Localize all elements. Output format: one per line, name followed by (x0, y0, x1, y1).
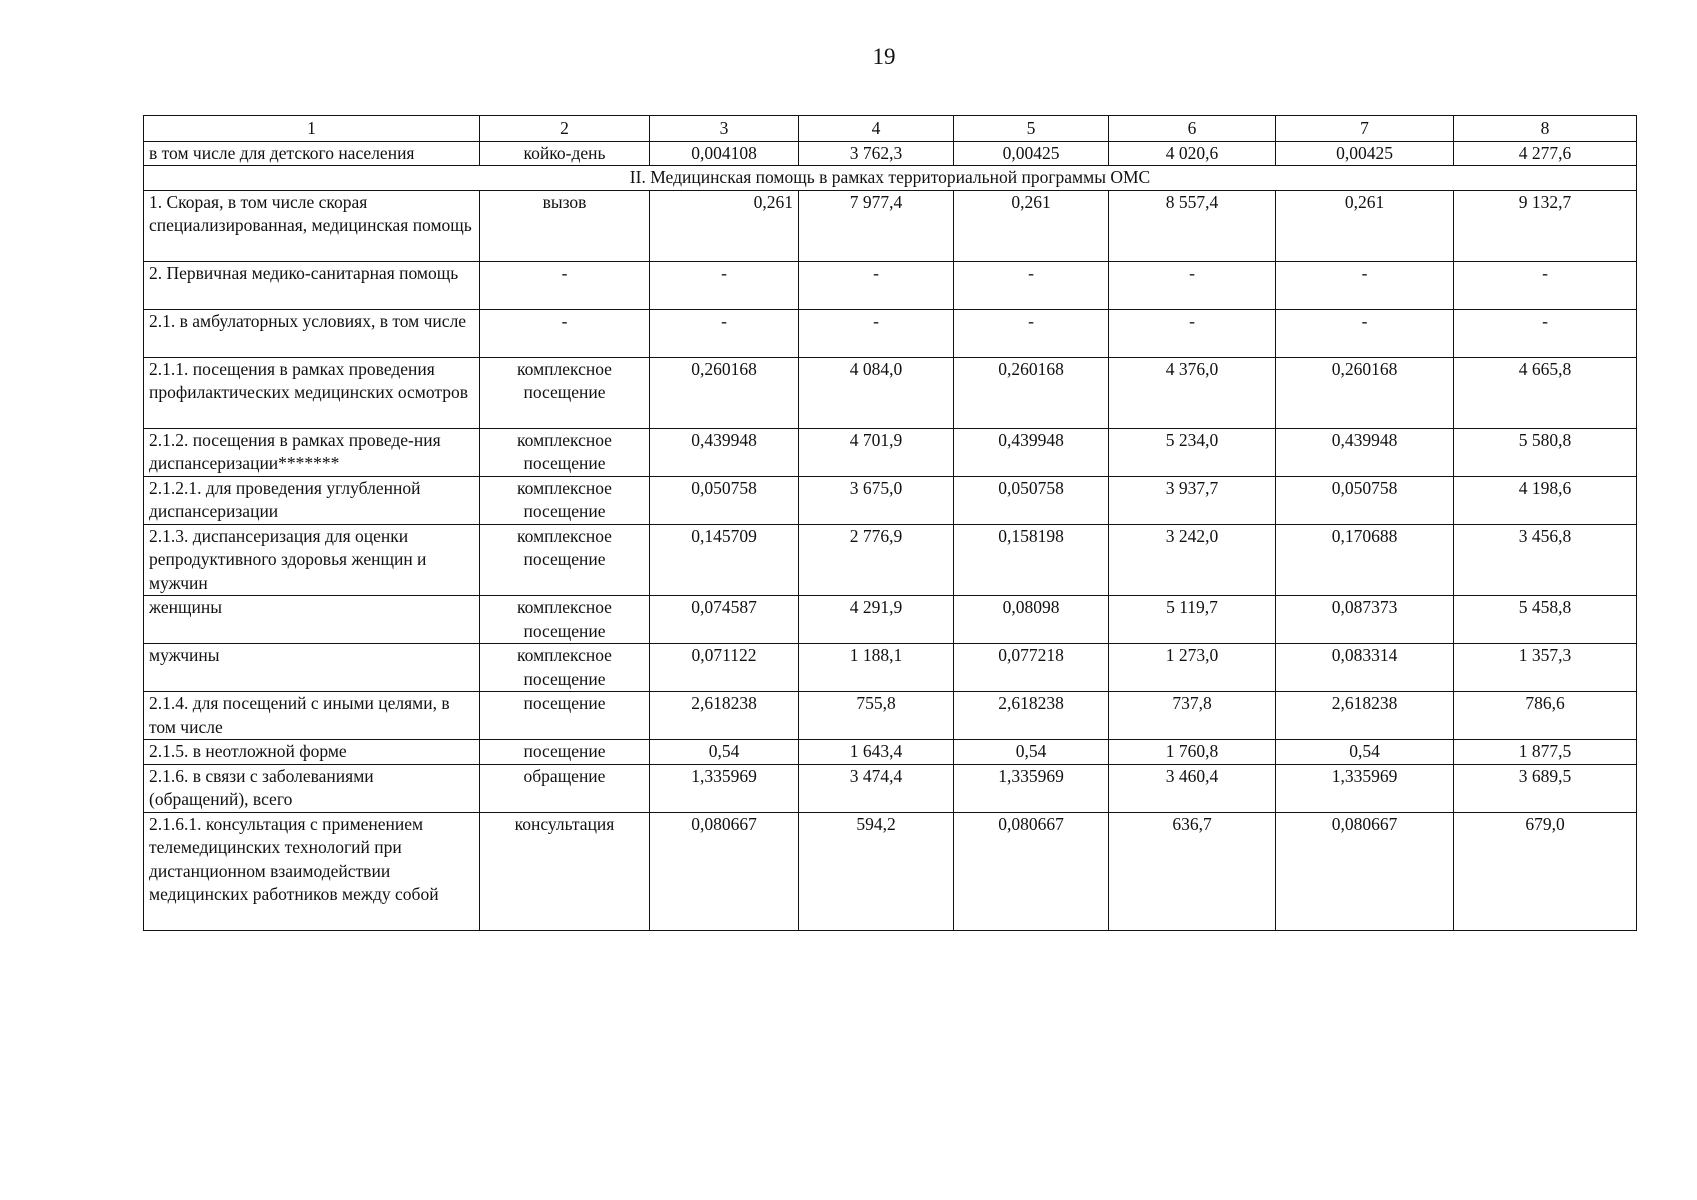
unit-cell: комплексное посещение (480, 476, 650, 524)
value-cell: 3 689,5 (1454, 764, 1637, 812)
value-cell: 636,7 (1109, 812, 1276, 930)
row-label: 2.1.6. в связи с заболеваниями (обращений), всего (144, 764, 480, 812)
unit-cell: обращение (480, 764, 650, 812)
value-cell: 9 132,7 (1454, 190, 1637, 261)
value-cell: - (1454, 261, 1637, 309)
value-cell: 0,54 (1276, 740, 1454, 765)
value-cell: 4 376,0 (1109, 357, 1276, 428)
row-label: мужчины (144, 644, 480, 692)
column-header: 5 (954, 116, 1109, 142)
value-cell: 4 020,6 (1109, 141, 1276, 166)
row-label: 2.1.5. в неотложной форме (144, 740, 480, 765)
value-cell: 3 762,3 (799, 141, 954, 166)
value-cell: 5 234,0 (1109, 428, 1276, 476)
section-row (144, 166, 1637, 191)
value-cell: 3 242,0 (1109, 524, 1276, 596)
value-cell: 0,077218 (954, 644, 1109, 692)
value-cell: - (954, 261, 1109, 309)
value-cell: 0,54 (650, 740, 799, 765)
column-header: 4 (799, 116, 954, 142)
value-cell: 1 643,4 (799, 740, 954, 765)
value-cell: 0,080667 (1276, 812, 1454, 930)
value-cell: 4 198,6 (1454, 476, 1637, 524)
row-label: 2.1.6.1. консультация с применением телемедицинских технологий при дистанционном взаимодействии медицинских работников между собой (144, 812, 480, 930)
value-cell: 5 458,8 (1454, 596, 1637, 644)
row-label: 2.1.4. для посещений с иными целями, в том числе (144, 692, 480, 740)
value-cell: 4 084,0 (799, 357, 954, 428)
row-label: 2.1.2.1. для проведения углубленной диспансеризации (144, 476, 480, 524)
value-cell: - (954, 309, 1109, 357)
row-label: 2. Первичная медико-санитарная помощь (144, 261, 480, 309)
value-cell: 4 291,9 (799, 596, 954, 644)
value-cell: 0,00425 (1276, 141, 1454, 166)
row-label: 2.1.2. посещения в рамках проведе-ния диспансеризации******* (144, 428, 480, 476)
value-cell: 0,439948 (650, 428, 799, 476)
value-cell: - (1454, 309, 1637, 357)
value-cell: 0,074587 (650, 596, 799, 644)
value-cell: - (1276, 261, 1454, 309)
value-cell: 737,8 (1109, 692, 1276, 740)
row-label: 2.1.3. диспансеризация для оценки репродуктивного здоровья женщин и мужчин (144, 524, 480, 596)
value-cell: - (799, 261, 954, 309)
column-header: 1 (144, 116, 480, 142)
value-cell: 1,335969 (650, 764, 799, 812)
value-cell: 679,0 (1454, 812, 1637, 930)
value-cell: 1 357,3 (1454, 644, 1637, 692)
row-label: 1. Скорая, в том числе скорая специализированная, медицинская помощь (144, 190, 480, 261)
value-cell: 0,00425 (954, 141, 1109, 166)
value-cell: 0,260168 (1276, 357, 1454, 428)
value-cell: 3 675,0 (799, 476, 954, 524)
unit-cell: вызов (480, 190, 650, 261)
value-cell: 1 877,5 (1454, 740, 1637, 765)
value-cell: 1,335969 (954, 764, 1109, 812)
value-cell: 4 277,6 (1454, 141, 1637, 166)
data-table (143, 115, 1637, 931)
table-row (144, 428, 1637, 476)
value-cell: 0,261 (1276, 190, 1454, 261)
column-header: 3 (650, 116, 799, 142)
value-cell: 0,080667 (650, 812, 799, 930)
value-cell: 3 937,7 (1109, 476, 1276, 524)
value-cell: 1 273,0 (1109, 644, 1276, 692)
value-cell: 0,050758 (954, 476, 1109, 524)
column-number-row (144, 116, 1637, 142)
column-header: 7 (1276, 116, 1454, 142)
value-cell: 0,439948 (954, 428, 1109, 476)
column-header: 6 (1109, 116, 1276, 142)
row-label: 2.1.1. посещения в рамках проведения профилактических медицинских осмотров (144, 357, 480, 428)
value-cell: 2 776,9 (799, 524, 954, 596)
value-cell: 0,050758 (1276, 476, 1454, 524)
unit-cell: - (480, 309, 650, 357)
value-cell: 1,335969 (1276, 764, 1454, 812)
column-header: 8 (1454, 116, 1637, 142)
table-row (144, 812, 1637, 930)
value-cell: - (650, 309, 799, 357)
column-header: 2 (480, 116, 650, 142)
value-cell: 0,260168 (650, 357, 799, 428)
value-cell: 2,618238 (954, 692, 1109, 740)
unit-cell: комплексное посещение (480, 644, 650, 692)
value-cell: 8 557,4 (1109, 190, 1276, 261)
page-number: 19 (872, 44, 896, 69)
unit-cell: комплексное посещение (480, 596, 650, 644)
value-cell: 0,261 (954, 190, 1109, 261)
unit-cell: посещение (480, 740, 650, 765)
value-cell: 3 460,4 (1109, 764, 1276, 812)
value-cell: 3 456,8 (1454, 524, 1637, 596)
value-cell: - (799, 309, 954, 357)
value-cell: 0,08098 (954, 596, 1109, 644)
unit-cell: койко-день (480, 141, 650, 166)
value-cell: - (1109, 261, 1276, 309)
value-cell: 755,8 (799, 692, 954, 740)
table-row (144, 764, 1637, 812)
table-row (144, 596, 1637, 644)
unit-cell: комплексное посещение (480, 428, 650, 476)
value-cell: - (1276, 309, 1454, 357)
table-row (144, 740, 1637, 765)
value-cell: 5 580,8 (1454, 428, 1637, 476)
row-label: 2.1. в амбулаторных условиях, в том числе (144, 309, 480, 357)
value-cell: 7 977,4 (799, 190, 954, 261)
value-cell: 4 665,8 (1454, 357, 1637, 428)
table-row (144, 692, 1637, 740)
table-row (144, 309, 1637, 357)
row-label: женщины (144, 596, 480, 644)
value-cell: 0,004108 (650, 141, 799, 166)
value-cell: 786,6 (1454, 692, 1637, 740)
value-cell: 5 119,7 (1109, 596, 1276, 644)
value-cell: 0,050758 (650, 476, 799, 524)
value-cell: 2,618238 (650, 692, 799, 740)
row-label: в том числе для детского населения (144, 141, 480, 166)
value-cell: 0,087373 (1276, 596, 1454, 644)
table-row (144, 261, 1637, 309)
value-cell: 0,439948 (1276, 428, 1454, 476)
unit-cell: консультация (480, 812, 650, 930)
value-cell: 0,170688 (1276, 524, 1454, 596)
table-row (144, 357, 1637, 428)
value-cell: 0,54 (954, 740, 1109, 765)
table-row (144, 190, 1637, 261)
value-cell: 2,618238 (1276, 692, 1454, 740)
value-cell: 0,145709 (650, 524, 799, 596)
unit-cell: комплексное посещение (480, 524, 650, 596)
value-cell: 4 701,9 (799, 428, 954, 476)
table-row (144, 476, 1637, 524)
unit-cell: комплексное посещение (480, 357, 650, 428)
value-cell: 594,2 (799, 812, 954, 930)
value-cell: 3 474,4 (799, 764, 954, 812)
value-cell: 0,083314 (1276, 644, 1454, 692)
value-cell: 0,080667 (954, 812, 1109, 930)
value-cell: 0,261 (650, 190, 799, 261)
value-cell: 0,071122 (650, 644, 799, 692)
section-title: II. Медицинская помощь в рамках территориальной программы ОМС (144, 166, 1637, 191)
value-cell: 1 760,8 (1109, 740, 1276, 765)
table-row (144, 141, 1637, 166)
value-cell: 1 188,1 (799, 644, 954, 692)
value-cell: - (650, 261, 799, 309)
value-cell: - (1109, 309, 1276, 357)
value-cell: 0,260168 (954, 357, 1109, 428)
table-row (144, 524, 1637, 596)
value-cell: 0,158198 (954, 524, 1109, 596)
table-row (144, 644, 1637, 692)
unit-cell: посещение (480, 692, 650, 740)
unit-cell: - (480, 261, 650, 309)
